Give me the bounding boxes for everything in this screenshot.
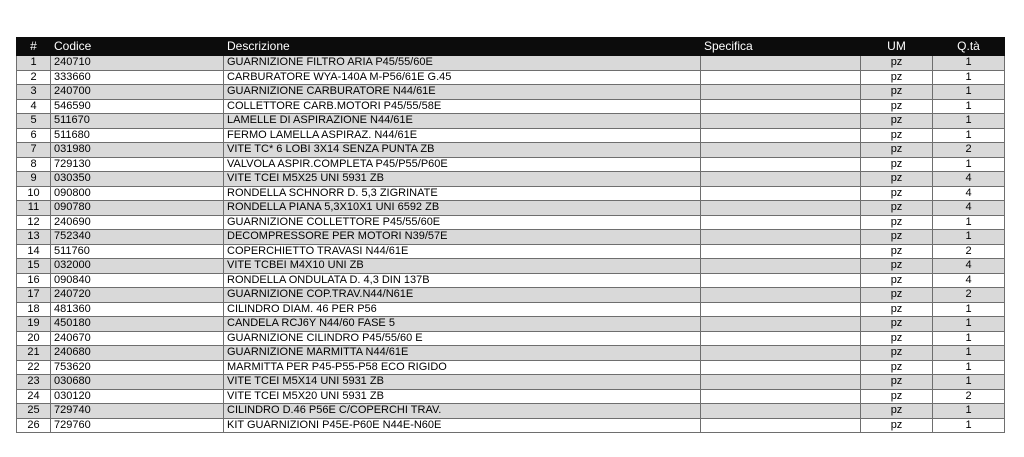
- cell-number: 24: [17, 389, 51, 404]
- cell-specifica: [701, 331, 861, 346]
- cell-um: pz: [861, 230, 933, 245]
- table-row: [17, 201, 1005, 216]
- cell-qta: 2: [933, 288, 1005, 303]
- cell-number: 8: [17, 157, 51, 172]
- cell-descrizione: CARBURATORE WYA-140A M-P56/61E G.45: [224, 70, 701, 85]
- table-row: [17, 244, 1005, 259]
- table-row: [17, 215, 1005, 230]
- cell-qta: 1: [933, 99, 1005, 114]
- cell-um: pz: [861, 157, 933, 172]
- cell-um: pz: [861, 56, 933, 71]
- cell-number: 15: [17, 259, 51, 274]
- cell-number: 6: [17, 128, 51, 143]
- cell-qta: 1: [933, 56, 1005, 71]
- table-row: [17, 70, 1005, 85]
- cell-codice: 090800: [51, 186, 224, 201]
- cell-number: 16: [17, 273, 51, 288]
- col-header-um: UM: [861, 38, 933, 56]
- cell-specifica: [701, 128, 861, 143]
- col-header-number: #: [17, 38, 51, 56]
- cell-um: pz: [861, 288, 933, 303]
- cell-number: 26: [17, 418, 51, 433]
- cell-codice: 030680: [51, 375, 224, 390]
- cell-um: pz: [861, 273, 933, 288]
- cell-um: pz: [861, 172, 933, 187]
- cell-qta: 1: [933, 85, 1005, 100]
- cell-specifica: [701, 70, 861, 85]
- cell-codice: 333660: [51, 70, 224, 85]
- cell-um: pz: [861, 404, 933, 419]
- cell-descrizione: FERMO LAMELLA ASPIRAZ. N44/61E: [224, 128, 701, 143]
- cell-descrizione: RONDELLA SCHNORR D. 5,3 ZIGRINATE: [224, 186, 701, 201]
- cell-number: 9: [17, 172, 51, 187]
- cell-codice: 240670: [51, 331, 224, 346]
- col-header-qta: Q.tà: [933, 38, 1005, 56]
- cell-number: 22: [17, 360, 51, 375]
- cell-um: pz: [861, 244, 933, 259]
- table-header: [17, 38, 1005, 56]
- cell-specifica: [701, 215, 861, 230]
- table-row: [17, 375, 1005, 390]
- cell-codice: 546590: [51, 99, 224, 114]
- cell-number: 19: [17, 317, 51, 332]
- table-row: [17, 331, 1005, 346]
- cell-qta: 4: [933, 186, 1005, 201]
- table-body: [17, 56, 1005, 433]
- table-row: [17, 186, 1005, 201]
- cell-specifica: [701, 114, 861, 129]
- cell-descrizione: COLLETTORE CARB.MOTORI P45/55/58E: [224, 99, 701, 114]
- cell-um: pz: [861, 114, 933, 129]
- cell-number: 18: [17, 302, 51, 317]
- col-header-codice: Codice: [51, 38, 224, 56]
- cell-codice: 240710: [51, 56, 224, 71]
- cell-codice: 032000: [51, 259, 224, 274]
- cell-qta: 4: [933, 201, 1005, 216]
- cell-descrizione: MARMITTA PER P45-P55-P58 ECO RIGIDO: [224, 360, 701, 375]
- cell-descrizione: VALVOLA ASPIR.COMPLETA P45/P55/P60E: [224, 157, 701, 172]
- cell-descrizione: LAMELLE DI ASPIRAZIONE N44/61E: [224, 114, 701, 129]
- cell-qta: 1: [933, 404, 1005, 419]
- table-row: [17, 360, 1005, 375]
- cell-qta: 1: [933, 302, 1005, 317]
- cell-descrizione: GUARNIZIONE CARBURATORE N44/61E: [224, 85, 701, 100]
- table-row: [17, 288, 1005, 303]
- cell-codice: 511760: [51, 244, 224, 259]
- cell-codice: 240690: [51, 215, 224, 230]
- cell-qta: 2: [933, 244, 1005, 259]
- table-row: [17, 346, 1005, 361]
- cell-specifica: [701, 389, 861, 404]
- cell-qta: 1: [933, 230, 1005, 245]
- cell-qta: 4: [933, 273, 1005, 288]
- cell-um: pz: [861, 215, 933, 230]
- cell-um: pz: [861, 317, 933, 332]
- cell-codice: 240720: [51, 288, 224, 303]
- cell-descrizione: DECOMPRESSORE PER MOTORI N39/57E: [224, 230, 701, 245]
- cell-codice: 511680: [51, 128, 224, 143]
- cell-specifica: [701, 85, 861, 100]
- cell-specifica: [701, 346, 861, 361]
- cell-qta: 4: [933, 172, 1005, 187]
- cell-descrizione: CILINDRO D.46 P56E C/COPERCHI TRAV.: [224, 404, 701, 419]
- cell-qta: 2: [933, 389, 1005, 404]
- cell-descrizione: GUARNIZIONE MARMITTA N44/61E: [224, 346, 701, 361]
- table-row: [17, 259, 1005, 274]
- cell-specifica: [701, 360, 861, 375]
- cell-codice: 450180: [51, 317, 224, 332]
- cell-qta: 1: [933, 157, 1005, 172]
- cell-specifica: [701, 259, 861, 274]
- table-row: [17, 85, 1005, 100]
- cell-number: 17: [17, 288, 51, 303]
- cell-um: pz: [861, 331, 933, 346]
- table-row: [17, 172, 1005, 187]
- cell-number: 5: [17, 114, 51, 129]
- cell-specifica: [701, 172, 861, 187]
- cell-qta: 1: [933, 128, 1005, 143]
- cell-codice: 511670: [51, 114, 224, 129]
- cell-specifica: [701, 375, 861, 390]
- cell-codice: 753620: [51, 360, 224, 375]
- cell-number: 2: [17, 70, 51, 85]
- cell-codice: 729740: [51, 404, 224, 419]
- cell-number: 25: [17, 404, 51, 419]
- cell-specifica: [701, 317, 861, 332]
- cell-codice: 240680: [51, 346, 224, 361]
- cell-descrizione: COPERCHIETTO TRAVASI N44/61E: [224, 244, 701, 259]
- cell-qta: 1: [933, 317, 1005, 332]
- cell-qta: 1: [933, 215, 1005, 230]
- cell-codice: 031980: [51, 143, 224, 158]
- cell-specifica: [701, 288, 861, 303]
- cell-codice: 090780: [51, 201, 224, 216]
- cell-qta: 1: [933, 418, 1005, 433]
- cell-um: pz: [861, 346, 933, 361]
- table-row: [17, 273, 1005, 288]
- cell-specifica: [701, 186, 861, 201]
- cell-qta: 1: [933, 360, 1005, 375]
- table-row: [17, 99, 1005, 114]
- cell-descrizione: VITE TCEI M5X14 UNI 5931 ZB: [224, 375, 701, 390]
- table-row: [17, 418, 1005, 433]
- cell-qta: 1: [933, 70, 1005, 85]
- cell-descrizione: KIT GUARNIZIONI P45E-P60E N44E-N60E: [224, 418, 701, 433]
- cell-number: 10: [17, 186, 51, 201]
- cell-um: pz: [861, 99, 933, 114]
- cell-um: pz: [861, 143, 933, 158]
- cell-um: pz: [861, 302, 933, 317]
- cell-number: 11: [17, 201, 51, 216]
- cell-number: 7: [17, 143, 51, 158]
- cell-specifica: [701, 273, 861, 288]
- cell-descrizione: GUARNIZIONE COP.TRAV.N44/N61E: [224, 288, 701, 303]
- cell-descrizione: GUARNIZIONE COLLETTORE P45/55/60E: [224, 215, 701, 230]
- cell-number: 21: [17, 346, 51, 361]
- parts-list: [16, 37, 1004, 433]
- cell-number: 23: [17, 375, 51, 390]
- cell-codice: 481360: [51, 302, 224, 317]
- cell-qta: 1: [933, 331, 1005, 346]
- cell-number: 14: [17, 244, 51, 259]
- table-row: [17, 302, 1005, 317]
- cell-um: pz: [861, 85, 933, 100]
- table-row: [17, 128, 1005, 143]
- table-row: [17, 317, 1005, 332]
- cell-specifica: [701, 143, 861, 158]
- cell-descrizione: CANDELA RCJ6Y N44/60 FASE 5: [224, 317, 701, 332]
- table-row: [17, 230, 1005, 245]
- cell-descrizione: RONDELLA PIANA 5,3X10X1 UNI 6592 ZB: [224, 201, 701, 216]
- cell-specifica: [701, 157, 861, 172]
- cell-codice: 752340: [51, 230, 224, 245]
- col-header-descrizione: Descrizione: [224, 38, 701, 56]
- cell-specifica: [701, 244, 861, 259]
- cell-descrizione: CILINDRO DIAM. 46 PER P56: [224, 302, 701, 317]
- header-row: [17, 38, 1005, 56]
- cell-number: 3: [17, 85, 51, 100]
- col-header-specifica: Specifica: [701, 38, 861, 56]
- cell-descrizione: RONDELLA ONDULATA D. 4,3 DIN 137B: [224, 273, 701, 288]
- parts-table: [16, 37, 1005, 433]
- cell-codice: 030350: [51, 172, 224, 187]
- cell-qta: 1: [933, 346, 1005, 361]
- cell-um: pz: [861, 70, 933, 85]
- cell-codice: 729760: [51, 418, 224, 433]
- cell-number: 12: [17, 215, 51, 230]
- cell-descrizione: GUARNIZIONE CILINDRO P45/55/60 E: [224, 331, 701, 346]
- cell-descrizione: VITE TCEI M5X25 UNI 5931 ZB: [224, 172, 701, 187]
- cell-specifica: [701, 302, 861, 317]
- cell-um: pz: [861, 375, 933, 390]
- cell-um: pz: [861, 201, 933, 216]
- table-row: [17, 404, 1005, 419]
- cell-number: 1: [17, 56, 51, 71]
- table-row: [17, 114, 1005, 129]
- cell-um: pz: [861, 389, 933, 404]
- cell-descrizione: GUARNIZIONE FILTRO ARIA P45/55/60E: [224, 56, 701, 71]
- cell-specifica: [701, 418, 861, 433]
- table-row: [17, 56, 1005, 71]
- cell-codice: 240700: [51, 85, 224, 100]
- cell-number: 13: [17, 230, 51, 245]
- cell-codice: 090840: [51, 273, 224, 288]
- cell-specifica: [701, 201, 861, 216]
- cell-codice: 729130: [51, 157, 224, 172]
- cell-qta: 1: [933, 375, 1005, 390]
- cell-qta: 2: [933, 143, 1005, 158]
- cell-descrizione: VITE TCEI M5X20 UNI 5931 ZB: [224, 389, 701, 404]
- table-row: [17, 157, 1005, 172]
- cell-specifica: [701, 56, 861, 71]
- cell-um: pz: [861, 418, 933, 433]
- cell-qta: 4: [933, 259, 1005, 274]
- cell-specifica: [701, 230, 861, 245]
- table-row: [17, 143, 1005, 158]
- cell-specifica: [701, 404, 861, 419]
- cell-um: pz: [861, 259, 933, 274]
- table-row: [17, 389, 1005, 404]
- cell-qta: 1: [933, 114, 1005, 129]
- cell-descrizione: VITE TCBEI M4X10 UNI ZB: [224, 259, 701, 274]
- cell-um: pz: [861, 360, 933, 375]
- cell-number: 4: [17, 99, 51, 114]
- cell-um: pz: [861, 186, 933, 201]
- cell-specifica: [701, 99, 861, 114]
- cell-um: pz: [861, 128, 933, 143]
- cell-codice: 030120: [51, 389, 224, 404]
- cell-number: 20: [17, 331, 51, 346]
- cell-descrizione: VITE TC* 6 LOBI 3X14 SENZA PUNTA ZB: [224, 143, 701, 158]
